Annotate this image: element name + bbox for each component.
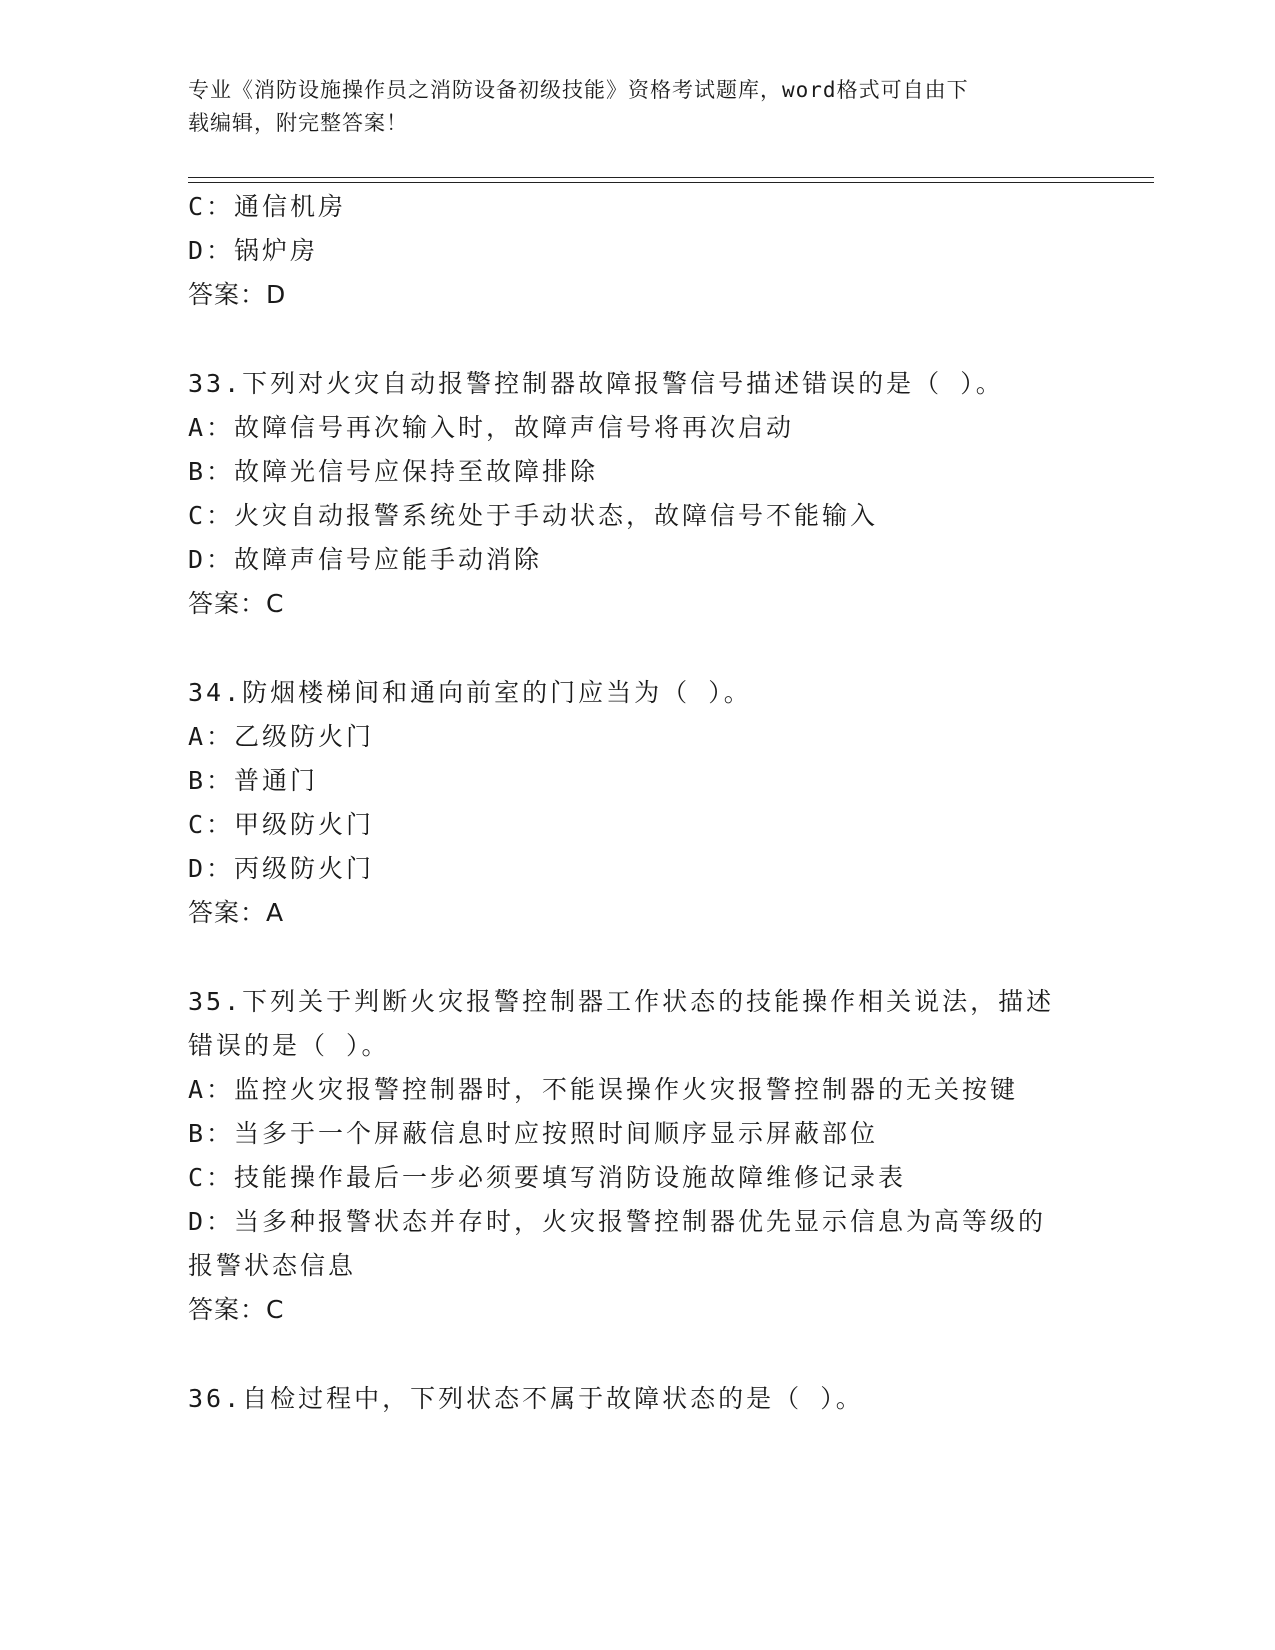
q34-option-b: B：普通门 — [188, 766, 319, 795]
q33-option-b: B：故障光信号应保持至故障排除 — [188, 457, 599, 486]
prev-answer: 答案：D — [188, 280, 287, 309]
q35-stem-line-2: 错误的是（ ）。 — [188, 1031, 390, 1060]
q36-stem: 36.自检过程中，下列状态不属于故障状态的是（ ）。 — [188, 1384, 864, 1413]
q34-stem: 34.防烟楼梯间和通向前室的门应当为（ ）。 — [188, 678, 752, 707]
header-line-2: 载编辑，附完整答案！ — [188, 111, 408, 135]
header-divider-bottom — [188, 182, 1154, 183]
q35-option-a: A：监控火灾报警控制器时，不能误操作火灾报警控制器的无关按键 — [188, 1075, 1019, 1104]
header-line-1: 专业《消防设施操作员之消防设备初级技能》资格考试题库，word格式可自由下 — [188, 78, 969, 102]
prev-option-d: D：锅炉房 — [188, 236, 319, 265]
header-divider-top — [188, 177, 1154, 178]
q33-answer: 答案：C — [188, 589, 285, 618]
q35-option-d-line-1: D：当多种报警状态并存时，火灾报警控制器优先显示信息为高等级的 — [188, 1207, 1047, 1236]
prev-option-c: C：通信机房 — [188, 192, 347, 221]
q34-option-d: D：丙级防火门 — [188, 854, 375, 883]
q35-stem-line-1: 35.下列关于判断火灾报警控制器工作状态的技能操作相关说法，描述 — [188, 987, 1055, 1016]
q35-option-b: B：当多于一个屏蔽信息时应按照时间顺序显示屏蔽部位 — [188, 1119, 879, 1148]
q33-stem: 33.下列对火灾自动报警控制器故障报警信号描述错误的是（ ）。 — [188, 369, 1004, 398]
q34-answer: 答案：A — [188, 898, 285, 927]
q34-option-a: A：乙级防火门 — [188, 722, 375, 751]
q34-option-c: C：甲级防火门 — [188, 810, 375, 839]
q35-answer: 答案：C — [188, 1295, 285, 1324]
q35-option-d-line-2: 报警状态信息 — [188, 1251, 357, 1280]
q33-option-c: C：火灾自动报警系统处于手动状态，故障信号不能输入 — [188, 501, 879, 530]
q35-option-c: C：技能操作最后一步必须要填写消防设施故障维修记录表 — [188, 1163, 907, 1192]
q33-option-d: D：故障声信号应能手动消除 — [188, 545, 543, 574]
document-header — [188, 74, 1068, 140]
q33-option-a: A：故障信号再次输入时，故障声信号将再次启动 — [188, 413, 795, 442]
